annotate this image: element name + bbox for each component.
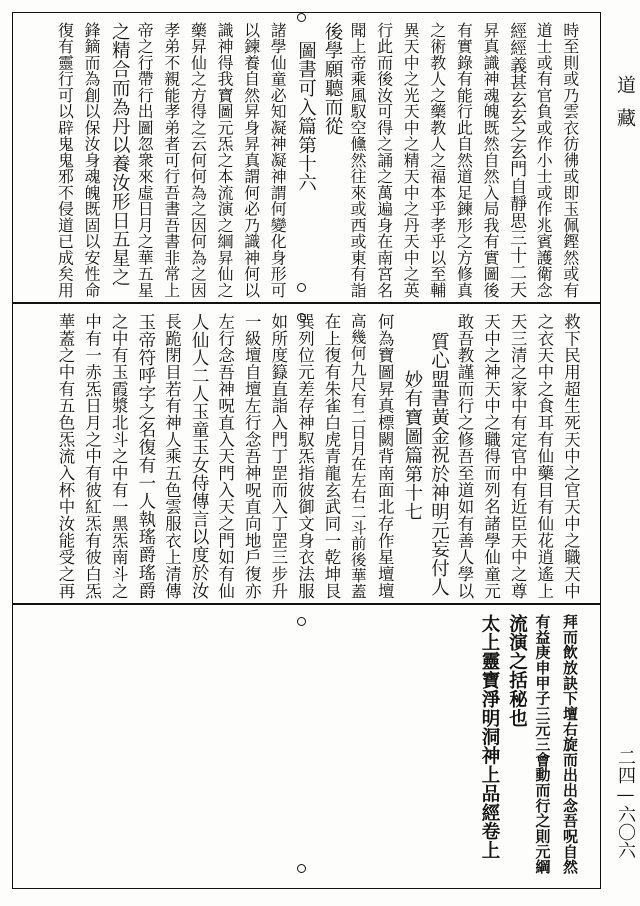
text-column: 鋒鏑而為創以保汝身魂魄既固以安性命 <box>82 22 102 299</box>
text-column: 天三清之家中有定官中有近臣天中之尊 <box>508 313 528 600</box>
text-column: 行此而後汝可得之誦之萬遍身在南宮名 <box>374 22 394 299</box>
top-register <box>12 14 599 302</box>
text-column: 流演之括秘也 <box>506 614 528 728</box>
text-column: 玉帝符呼字之名復有一人執瑤爵瑤爵 <box>135 313 156 600</box>
text-column: 敢吾教謹而行之修吾至道如有善人學以 <box>455 313 475 600</box>
text-column: 中有一赤炁日月之中有彼紅炁有彼白炁 <box>82 313 102 600</box>
text-column: 復有靈行可以辟鬼鬼邪不侵道已成矣用 <box>55 22 75 299</box>
text-column: 之精合而為丹以養汝形日五星之 <box>109 22 131 287</box>
text-column: 人仙人二人玉童玉女侍傳言以度於汝 <box>189 313 210 600</box>
page-number: 二四—六〇六 <box>615 748 636 859</box>
text-column: 天中之神天中之職得而列名諸學仙童元 <box>481 313 501 600</box>
text-column: 長跪閉目若有神人乘五色雲服衣上清傳 <box>162 313 182 600</box>
text-column: 道士或有官負或作小士或作兆賓護衛念 <box>534 22 554 299</box>
text-column: 之術教人之藥教人之福本乎孝乎以至輔 <box>427 22 447 299</box>
text-column: 昇真識神魂魄既然自然入局我有實圖後 <box>481 22 501 299</box>
text-column: 有實錄有能行此自然道足鍊形之方修真 <box>454 22 474 299</box>
text-column: 之中有玉霞漿北斗之中有一黑炁南斗之 <box>109 313 129 600</box>
middle-register <box>12 305 599 603</box>
text-column: 救下民用超生死天中之官天中之職天中 <box>561 313 581 600</box>
text-column: 諸學仙童必知凝神凝神謂何變化身形可 <box>268 22 288 299</box>
text-column: 質心盟書黃金祝於神明元妄付人 <box>428 332 450 597</box>
collection-title: 道藏 <box>614 75 636 141</box>
text-column: 藥昇仙之方得之云何何為之因何為之因 <box>188 22 208 299</box>
text-column: 經經義甚玄玄之玄門自靜思三十二天 <box>507 22 528 299</box>
text-column: 何為寶圖昇真標闕背南面北存作星壇壇 <box>375 313 395 600</box>
text-column: 後學願聽而從 <box>322 22 344 136</box>
text-column: 拜而飲放訣下壇右旋而出出念吾呪自然 <box>560 614 579 875</box>
register-divider-top <box>12 302 601 304</box>
register-divider-middle <box>12 603 601 605</box>
text-column: 華蓋之中有五色炁流入杯中汝能受之再 <box>56 313 76 600</box>
text-column: 圖書可入篇第十六 <box>295 41 317 193</box>
text-column: 時至則或乃雲衣彷彿或即玉佩鏗然或有 <box>560 22 580 299</box>
text-column: 帝之行帶行出圖忽衆來虛日月之華五星 <box>135 22 155 299</box>
text-column: 在上復有朱雀白虎青龍玄武同一乾坤艮 <box>322 313 342 600</box>
text-column: 左行念吾神呪直入天門入天之門如有仙 <box>215 313 235 600</box>
text-column: 孝弟不親能孝弟者可行吾書吾書非常上 <box>161 22 181 299</box>
bottom-register <box>12 606 599 886</box>
text-column: 妙有寶圖篇第十七 <box>401 370 423 522</box>
text-column: 一級壇自壇左行念吾神呪直向地戶復亦 <box>242 313 262 600</box>
text-column: 識神得我寶圖元炁之本流演之綱昇仙之 <box>215 22 235 299</box>
text-column: 異天中之光天中之精天中之丹天中之英 <box>401 22 421 299</box>
text-column: 太上靈寶淨明洞神上品經卷上 <box>479 614 500 860</box>
text-column: 有益庚申甲子三元三會動而行之則元綱 <box>533 614 552 875</box>
text-column: 之衣天中之食耳有仙藥目有仙花逍遙上 <box>534 313 554 600</box>
text-column: 如所度籙直詣入門丁罡而入丁罡三步升 <box>268 313 288 600</box>
text-column: 高幾何九尺有二日月在左右二斗前後華蓋 <box>348 313 367 600</box>
text-column: 以鍊養自然昇身昇真謂何必乃識神何以 <box>241 22 261 299</box>
text-column: 巽列位元差存神馭炁指彼御文身衣法服 <box>295 313 315 600</box>
text-column: 聞上帝乘風馭空儵然往來或西或東有詣 <box>348 22 368 299</box>
